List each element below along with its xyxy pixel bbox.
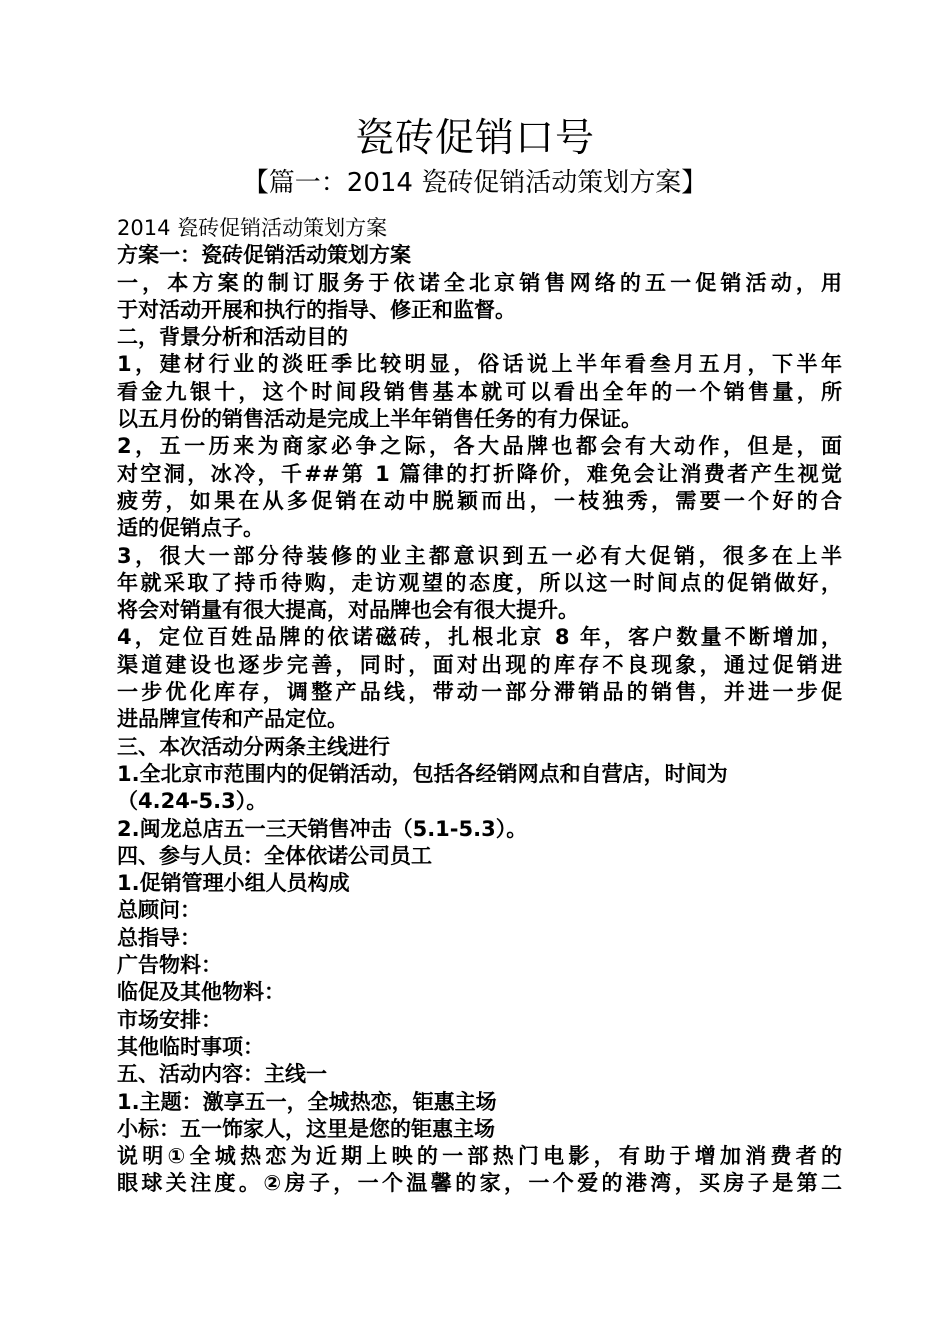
paragraph-line: 2.闽龙总店五一三天销售冲击（5.1-5.3）。 xyxy=(117,816,528,841)
paragraph-line: 市场安排： xyxy=(117,1007,222,1032)
paragraph-line: 1.主题：激享五一，全城热恋，钜惠主场 xyxy=(117,1089,497,1114)
paragraph-line: 将会对销量有很大提高，对品牌也会有很大提升。 xyxy=(117,598,579,623)
paragraph-line: 看金九银十，这个时间段销售基本就可以看出全年的一个销售量，所 xyxy=(117,379,842,404)
paragraph-line: 一步优化库存，调整产品线，带动一部分滞销品的销售，并进一步促 xyxy=(117,680,842,705)
paragraph-line: 疲劳，如果在从多促销在动中脱颖而出，一枝独秀，需要一个好的合 xyxy=(117,488,842,513)
paragraph-line: 3，很大一部分待装修的业主都意识到五一必有大促销，很多在上半 xyxy=(117,543,842,568)
paragraph-line: 适的促销点子。 xyxy=(117,516,264,541)
paragraph-line: （4.24-5.3）。 xyxy=(117,789,268,814)
paragraph-line: 年就采取了持币待购，走访观望的态度，所以这一时间点的促销做好， xyxy=(117,570,842,595)
paragraph-line: 二，背景分析和活动目的 xyxy=(117,325,348,350)
paragraph-line: 总顾问： xyxy=(117,898,201,923)
paragraph-line: 以五月份的销售活动是完成上半年销售任务的有力保证。 xyxy=(117,407,642,432)
paragraph-line: 渠道建设也逐步完善，同时，面对出现的库存不良现象，通过促销进 xyxy=(117,652,842,677)
paragraph-line: 2，五一历来为商家必争之际，各大品牌也都会有大动作，但是，面 xyxy=(117,434,842,459)
paragraph-line: 1，建材行业的淡旺季比较明显，俗话说上半年看叁月五月，下半年 xyxy=(117,352,842,377)
paragraph-line: 于对活动开展和执行的指导、修正和监督。 xyxy=(117,297,516,322)
paragraph-line: 4，定位百姓品牌的依诺磁砖，扎根北京 8 年，客户数量不断增加， xyxy=(117,625,842,650)
paragraph-line: 眼球关注度。②房子，一个温馨的家，一个爱的港湾，买房子是第二 xyxy=(117,1171,842,1196)
paragraph-line: 对空洞，冰冷，千##第 1 篇律的打折降价，难免会让消费者产生视觉 xyxy=(117,461,842,486)
paragraph-line: 其他临时事项： xyxy=(117,1034,264,1059)
paragraph-line: 广告物料： xyxy=(117,953,222,978)
document-body xyxy=(117,215,842,1198)
paragraph-line: 1.促销管理小组人员构成 xyxy=(117,871,350,896)
document-subtitle: 【篇一：2014 瓷砖促销活动策划方案】 xyxy=(242,168,708,198)
paragraph-line: 临促及其他物料： xyxy=(117,980,285,1005)
paragraph-line: 三、本次活动分两条主线进行 xyxy=(117,734,390,759)
paragraph-line: 1.全北京市范围内的促销活动，包括各经销网点和自营店，时间为 xyxy=(117,761,728,786)
paragraph-line: 小标：五一饰家人，这里是您的钜惠主场 xyxy=(117,1116,495,1141)
paragraph-line: 五、活动内容：主线一 xyxy=(117,1062,327,1087)
paragraph-line: 进品牌宣传和产品定位。 xyxy=(117,707,348,732)
paragraph-line: 四、参与人员：全体依诺公司员工 xyxy=(117,843,432,868)
paragraph-line: 一，本方案的制订服务于依诺全北京销售网络的五一促销活动，用 xyxy=(117,270,842,295)
paragraph-line: 2014 瓷砖促销活动策划方案 xyxy=(117,216,388,240)
paragraph-line: 说明①全城热恋为近期上映的一部热门电影，有助于增加消费者的 xyxy=(117,1144,842,1169)
paragraph-line: 方案一：瓷砖促销活动策划方案 xyxy=(117,243,411,268)
document-title: 瓷砖促销口号 xyxy=(354,116,595,161)
paragraph-line: 总指导： xyxy=(117,925,201,950)
